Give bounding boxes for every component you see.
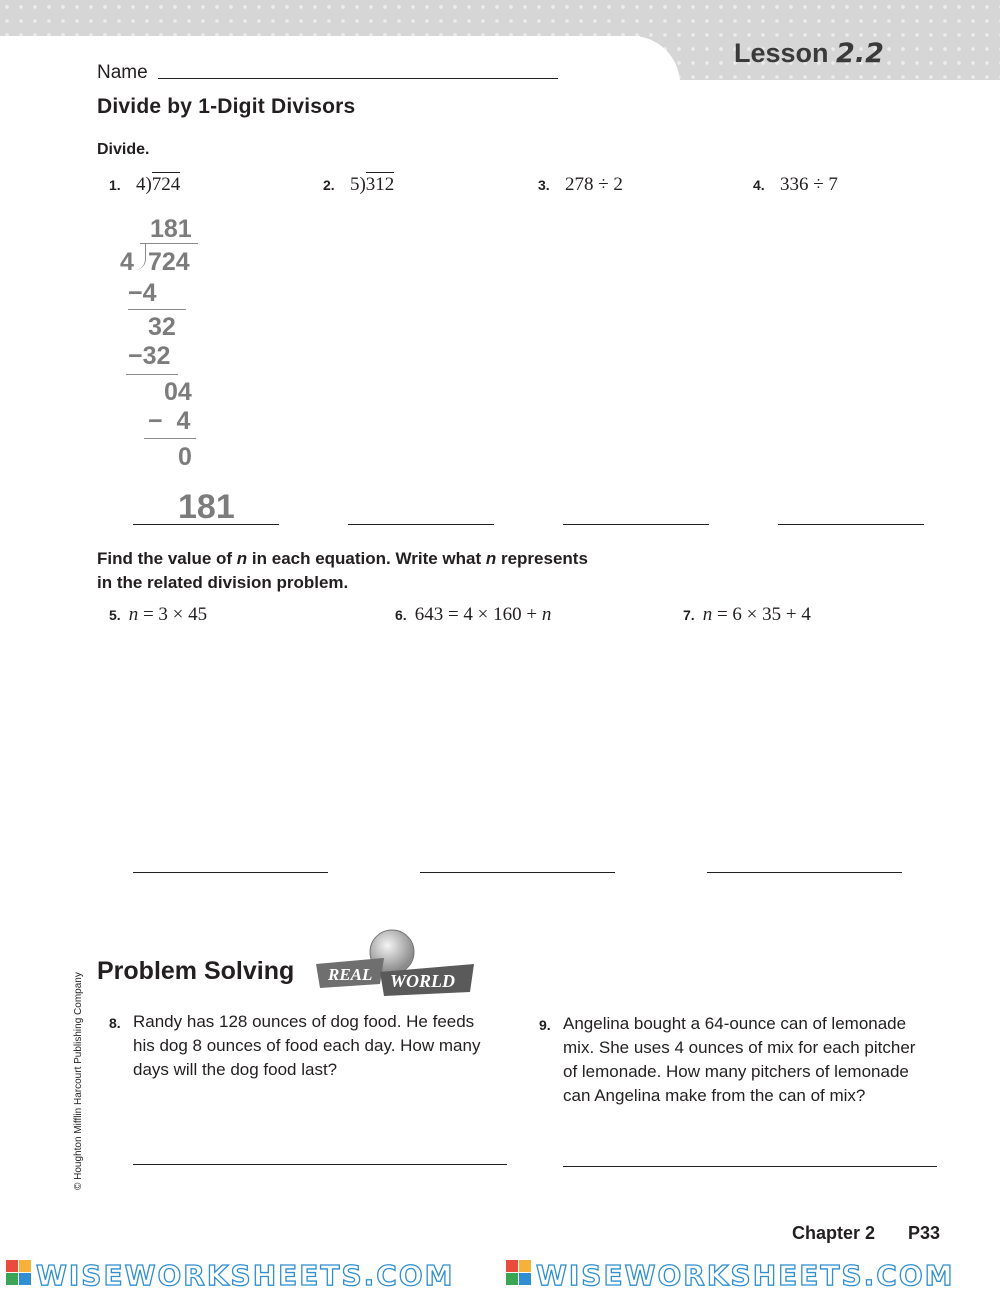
answer-line-3[interactable] — [563, 524, 709, 525]
name-input-line[interactable] — [158, 78, 558, 79]
watermark-text-1: WISEWORKSHEETS.COM — [36, 1259, 455, 1291]
find-instructions: Find the value of n in each equation. Write what n represents in the related division problem. — [97, 549, 588, 592]
page-title: Divide by 1-Digit Divisors — [97, 95, 356, 118]
problem-2: 2. 5)312 — [323, 174, 395, 195]
problem-3: 3. 278 ÷ 2 — [538, 174, 623, 195]
real-world-badge — [314, 928, 484, 998]
answer-line-8[interactable] — [133, 1164, 507, 1165]
lesson-label: Lesson 2.2 — [734, 38, 884, 69]
division-bracket — [135, 244, 146, 270]
example-step-line — [126, 374, 178, 375]
watermark-text-2: WISEWORKSHEETS.COM — [536, 1259, 955, 1291]
example-step-4: 04 — [164, 378, 192, 406]
badge-real: REAL — [328, 965, 373, 984]
answer-line-9[interactable] — [563, 1166, 937, 1167]
example-step-3: −32 — [128, 342, 171, 370]
answer-line-5[interactable] — [133, 872, 328, 873]
problem-4: 4. 336 ÷ 7 — [753, 174, 838, 195]
example-step-2: 32 — [148, 313, 176, 341]
problem-solving-heading: Problem Solving — [97, 957, 295, 985]
example-quotient: 181 — [150, 215, 192, 243]
answer-line-2[interactable] — [348, 524, 494, 525]
header-white-area-right — [600, 80, 1000, 126]
badge-world: WORLD — [390, 971, 456, 991]
word-problem-9: 9. Angelina bought a 64-ounce can of lemonade mix. She uses 4 ounces of mix for each pitcher of lemonade. How many pitchers of lemonade can Angelina make from the can of mix? — [539, 1014, 916, 1105]
problem-1: 1. 4)724 — [109, 174, 181, 195]
answer-line-4[interactable] — [778, 524, 924, 525]
instructions: Divide. — [97, 141, 150, 158]
equation-5: 5. n = 3 × 45 — [109, 604, 208, 625]
answer-line-6[interactable] — [420, 872, 615, 873]
example-step-1: −4 — [128, 279, 157, 307]
example-step-6: 0 — [178, 443, 192, 471]
answer-line-7[interactable] — [707, 872, 902, 873]
example-step-5: − 4 — [148, 407, 191, 435]
division-bar — [140, 243, 198, 244]
equation-6: 6. 643 = 4 × 160 + n — [395, 604, 552, 625]
watermark-banner — [0, 1254, 1000, 1291]
watermark-logo-icon — [6, 1260, 31, 1285]
word-problem-8: 8. Randy has 128 ounces of dog food. He feeds his dog 8 ounces of food each day. How many days will the dog food last? — [109, 1012, 481, 1079]
example-dividend: 724 — [148, 248, 190, 276]
example-step-line — [144, 438, 196, 439]
example-divisor: 4 — [120, 248, 134, 276]
equation-7: 7. n = 6 × 35 + 4 — [683, 604, 811, 625]
footer-page: P33 — [908, 1223, 941, 1243]
example-answer: 181 — [178, 488, 235, 526]
name-label: Name — [97, 62, 148, 83]
example-step-line — [128, 309, 186, 310]
answer-line-1[interactable] — [133, 524, 279, 525]
copyright: © Houghton Mifflin Harcourt Publishing Company — [73, 972, 84, 1190]
footer-chapter: Chapter 2 — [792, 1223, 876, 1243]
watermark-logo-icon — [506, 1260, 531, 1285]
